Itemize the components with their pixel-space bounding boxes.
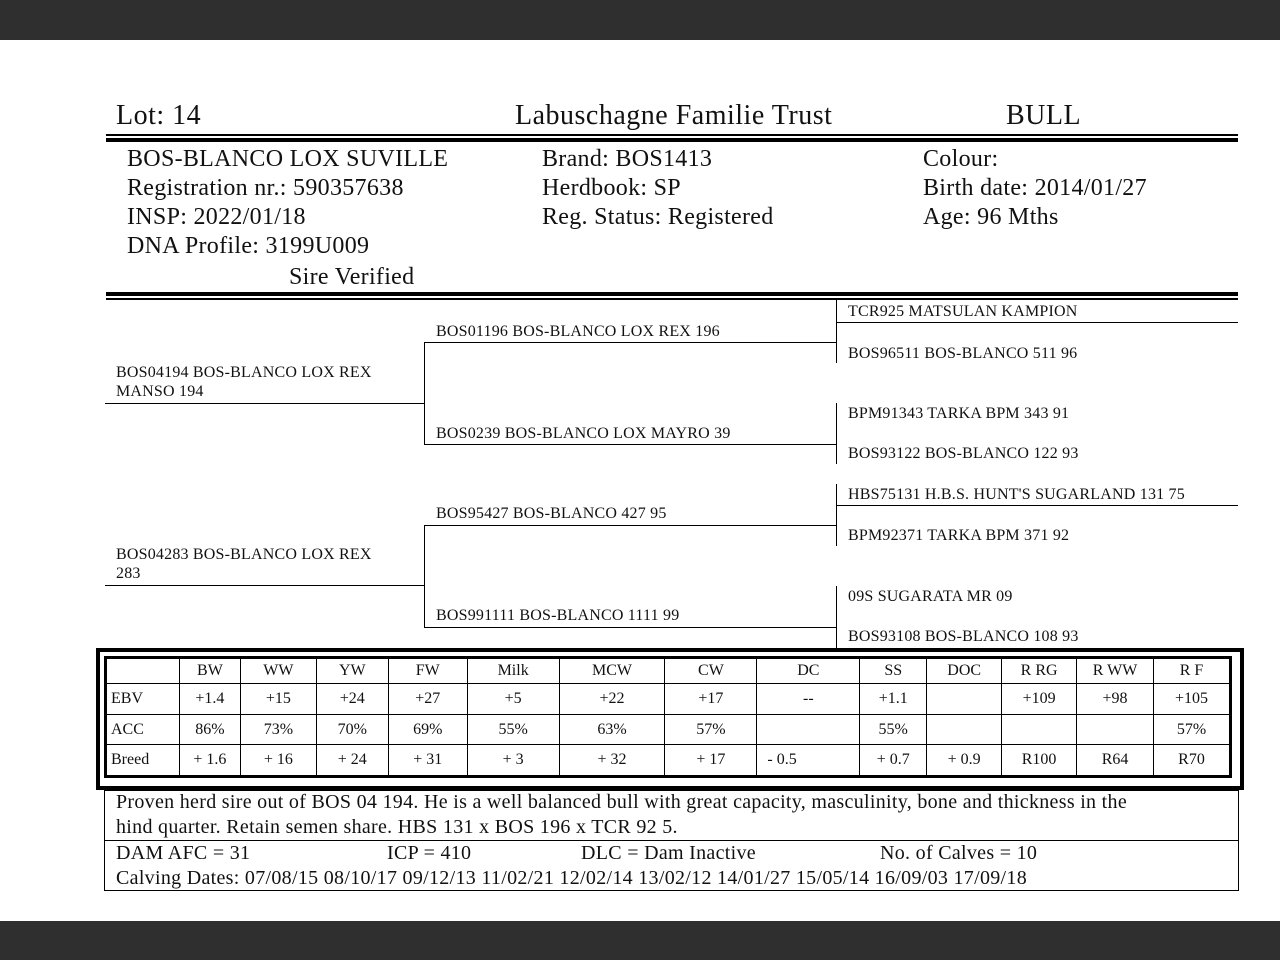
table-cell: 69%: [388, 714, 467, 745]
table-cell: R64: [1077, 745, 1154, 776]
table-cell: +22: [559, 684, 665, 715]
sire-name-line2: MANSO 194: [116, 383, 204, 400]
age: Age: 96 Mths: [923, 204, 1059, 230]
dam-sire: BOS95427 BOS-BLANCO 427 95: [436, 505, 667, 522]
table-cell: [1002, 714, 1077, 745]
sire-sire-sire: TCR925 MATSULAN KAMPION: [848, 303, 1078, 320]
remarks-line2: hind quarter. Retain semen share. HBS 131 x BOS 196 x TCR 92 5.: [116, 816, 678, 838]
sire-sire-dam: BOS96511 BOS-BLANCO 511 96: [848, 345, 1078, 362]
table-cell: + 3: [467, 745, 559, 776]
sire-dam: BOS0239 BOS-BLANCO LOX MAYRO 39: [436, 425, 731, 442]
header-rule: [106, 134, 1238, 136]
dam-dam: BOS991111 BOS-BLANCO 1111 99: [436, 607, 680, 624]
header-cell: R RG: [1002, 659, 1077, 684]
header-cell: CW: [665, 659, 757, 684]
table-cell: [1077, 714, 1154, 745]
header-cell: MCW: [559, 659, 665, 684]
ebv-table: [106, 658, 1230, 776]
dam-afc: DAM AFC = 31: [116, 842, 251, 864]
sd-connector: [836, 403, 837, 464]
table-cell: 70%: [316, 714, 388, 745]
table-cell: - 0.5: [757, 745, 860, 776]
table-cell: +1.4: [179, 684, 240, 715]
table-cell: 55%: [467, 714, 559, 745]
sss-line: [836, 322, 1238, 323]
acc-row: [107, 714, 1230, 745]
table-cell: + 0.9: [927, 745, 1002, 776]
sire-line: [105, 403, 424, 404]
table-cell: + 16: [240, 745, 316, 776]
remarks-line1: Proven herd sire out of BOS 04 194. He is a well balanced bull with great capacity, masculinity, bone and thickness in the: [116, 791, 1127, 813]
ss-connector: [836, 300, 837, 363]
header-cell: BW: [179, 659, 240, 684]
header-cell: FW: [388, 659, 467, 684]
table-cell: R70: [1153, 745, 1229, 776]
brand: Brand: BOS1413: [542, 146, 713, 172]
sire-sire-line: [424, 342, 836, 343]
dam-line: [105, 585, 424, 586]
table-cell: + 0.7: [860, 745, 927, 776]
dam-name-line1: BOS04283 BOS-BLANCO LOX REX: [116, 546, 372, 563]
dlc: DLC = Dam Inactive: [581, 842, 756, 864]
table-cell: + 24: [316, 745, 388, 776]
dss-line: [836, 505, 1238, 506]
animal-name: BOS-BLANCO LOX SUVILLE: [127, 146, 449, 172]
dam-dam-sire: 09S SUGARATA MR 09: [848, 588, 1013, 605]
header-cell: Milk: [467, 659, 559, 684]
sire-name-line1: BOS04194 BOS-BLANCO LOX REX: [116, 364, 372, 381]
breed-row: [107, 745, 1230, 776]
sire-dam-line: [424, 444, 836, 445]
ebv-row: [107, 684, 1230, 715]
table-cell: [927, 684, 1002, 715]
colour: Colour:: [923, 146, 999, 172]
dam-sire-sire: HBS75131 H.B.S. HUNT'S SUGARLAND 131 75: [848, 486, 1185, 503]
lot-number: Lot: 14: [116, 100, 202, 131]
header-cell: DOC: [927, 659, 1002, 684]
dam-connector: [424, 525, 425, 627]
inspection-date: INSP: 2022/01/18: [127, 204, 306, 230]
dam-name-line2: 283: [116, 565, 141, 582]
table-cell: +15: [240, 684, 316, 715]
ebv-header-row: [107, 659, 1230, 684]
table-cell: --: [757, 684, 860, 715]
header-rule-thick: [106, 138, 1238, 142]
calving-dates: Calving Dates: 07/08/15 08/10/17 09/12/13 11/02/21 12/02/14 13/02/12 14/01/27 15/05/14 16/09/03 17/09/18: [116, 867, 1028, 889]
dd-connector: [836, 586, 837, 648]
table-cell: [757, 714, 860, 745]
animal-type: BULL: [1006, 100, 1082, 131]
header-cell: [107, 659, 180, 684]
table-cell: +109: [1002, 684, 1077, 715]
table-cell: +1.1: [860, 684, 927, 715]
top-frame-bar: [0, 0, 1280, 40]
table-cell: +24: [316, 684, 388, 715]
table-cell: 73%: [240, 714, 316, 745]
table-cell: R100: [1002, 745, 1077, 776]
sire-dam-dam: BOS93122 BOS-BLANCO 122 93: [848, 445, 1079, 462]
dna-profile: DNA Profile: 3199U009: [127, 233, 370, 259]
header-cell: DC: [757, 659, 860, 684]
table-cell: 63%: [559, 714, 665, 745]
dam-dam-line: [424, 627, 836, 628]
row-label: ACC: [107, 714, 180, 745]
sire-verified: Sire Verified: [289, 264, 415, 290]
header-cell: R WW: [1077, 659, 1154, 684]
dam-dam-dam: BOS93108 BOS-BLANCO 108 93: [848, 628, 1079, 645]
table-cell: 86%: [179, 714, 240, 745]
row-label: Breed: [107, 745, 180, 776]
icp: ICP = 410: [387, 842, 472, 864]
ds-connector: [836, 484, 837, 546]
header-cell: R F: [1153, 659, 1229, 684]
header-cell: YW: [316, 659, 388, 684]
header-cell: SS: [860, 659, 927, 684]
table-cell: 57%: [665, 714, 757, 745]
table-cell: +105: [1153, 684, 1229, 715]
table-cell: + 1.6: [179, 745, 240, 776]
sire-dam-sire: BPM91343 TARKA BPM 343 91: [848, 405, 1070, 422]
table-cell: +5: [467, 684, 559, 715]
info-rule-thick: [106, 292, 1238, 296]
header-cell: WW: [240, 659, 316, 684]
dam-sire-line: [424, 525, 836, 526]
table-cell: +27: [388, 684, 467, 715]
table-cell: 57%: [1153, 714, 1229, 745]
table-cell: + 31: [388, 745, 467, 776]
table-cell: + 32: [559, 745, 665, 776]
number-of-calves: No. of Calves = 10: [880, 842, 1038, 864]
birth-date: Birth date: 2014/01/27: [923, 175, 1147, 201]
bottom-frame-bar: [0, 921, 1280, 960]
table-cell: +98: [1077, 684, 1154, 715]
table-cell: 55%: [860, 714, 927, 745]
herdbook: Herdbook: SP: [542, 175, 681, 201]
info-rule: [106, 298, 1238, 300]
row-label: EBV: [107, 684, 180, 715]
registration-status: Reg. Status: Registered: [542, 204, 774, 230]
sire-connector: [424, 342, 425, 444]
sire-sire: BOS01196 BOS-BLANCO LOX REX 196: [436, 323, 720, 340]
dam-sire-dam: BPM92371 TARKA BPM 371 92: [848, 527, 1070, 544]
table-cell: +17: [665, 684, 757, 715]
owner-name: Labuschagne Familie Trust: [515, 100, 833, 131]
registration-number: Registration nr.: 590357638: [127, 175, 404, 201]
table-cell: + 17: [665, 745, 757, 776]
table-cell: [927, 714, 1002, 745]
